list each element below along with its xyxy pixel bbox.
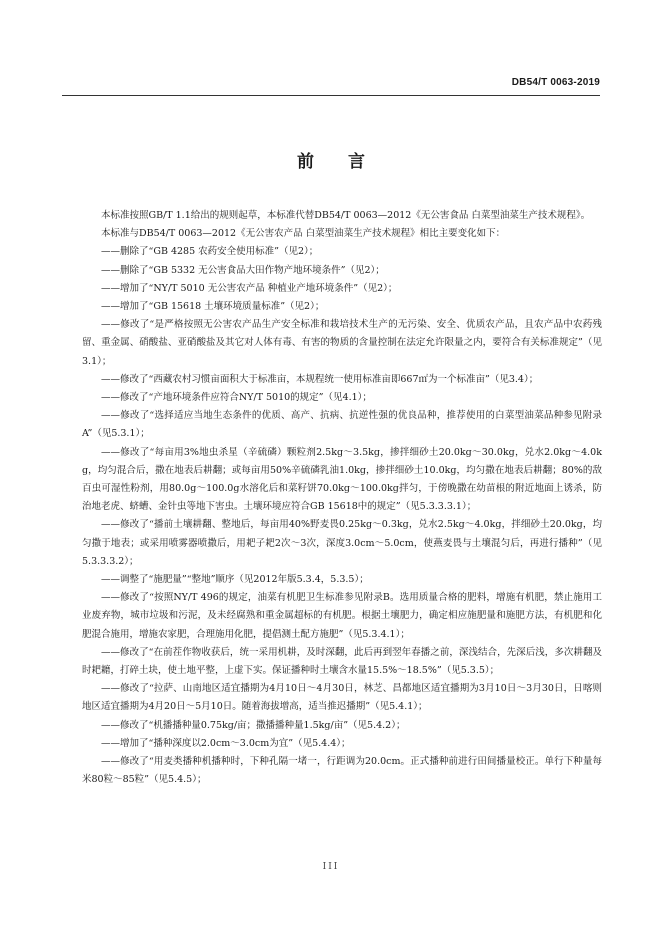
change-item: ——修改了“是严格按照无公害农产品生产安全标准和栽培技术生产的无污染、安全、优质农产品，且农产品中农药残留、重金属、硝酸盐、亚硝酸盐及其它对人体有毒、有害的物质的含量控制在法定允许限量之内，要符合有关标准规定”（见3.1）； bbox=[82, 319, 602, 367]
change-item: ——调整了“施肥量”“整地”顺序（见2012年版5.3.4，5.3.5）； bbox=[101, 574, 369, 586]
paragraph: 本标准与DB54/T 0063—2012《无公害农产品 白菜型油菜生产技术规程》相比主要变化如下： bbox=[101, 228, 506, 240]
change-item: ——修改了“西藏农村习惯亩面积大于标准亩，本规程统一使用标准亩即667㎡为一个标准亩”（见3.4）； bbox=[101, 373, 539, 385]
change-item: ——删除了“GB 4285 农药安全使用标准”（见2）； bbox=[101, 246, 319, 258]
change-item: ——修改了“机播播种量0.75kg/亩；撒播播种量1.5kg/亩”（见5.4.2）； bbox=[101, 719, 406, 731]
page-number: III bbox=[322, 862, 340, 872]
change-item: ——增加了“GB 15618 土壤环境质量标准”（见2）； bbox=[101, 301, 325, 313]
foreword-body bbox=[82, 207, 602, 790]
change-item: ——修改了“产地环境条件应符合NY/T 5010的规定”（见4.1）； bbox=[101, 392, 372, 404]
change-item: ——修改了“用麦类播种机播种时，下种孔隔一堵一，行距调为20.0cm。正式播种前进行田间播量校正。单行下种量每米80粒～85粒”（见5.4.5）； bbox=[82, 756, 602, 786]
paragraph: 本标准按照GB/T 1.1给出的规则起草，本标准代替DB54/T 0063—2012《无公害食品 白菜型油菜生产技术规程》。 bbox=[101, 210, 591, 221]
change-item: ——增加了“播种深度以2.0cm～3.0cm为宜”（见5.4.4）； bbox=[101, 737, 351, 749]
standard-code: DB54/T 0063-2019 bbox=[511, 77, 600, 88]
change-item: ——修改了“播前土壤耕翻、整地后，每亩用40%野麦畏0.25kg～0.3kg，兑水2.5kg～4.0kg，拌细砂土20.0kg，均匀撒于地表；或采用喷雾器喷撒后，用耙子耙2次～3次，深度3.0cm～5.0cm，使燕麦畏与土壤混匀后，再进行播种”（见5.3.3.3.2）； bbox=[82, 519, 602, 567]
change-item: ——修改了“按照NY/T 496的规定，油菜有机肥卫生标准参见附录B。选用质量合格的肥料，增施有机肥，禁止施用工业废弃物，城市垃圾和污泥，及未经腐熟和重金属超标的有机肥。根据土壤肥力，确定相应施肥量和施肥方法，有机肥和化肥混合施用，增施农家肥，合理施用化肥，提倡测土配方施肥”（见5.3.4.1）； bbox=[82, 592, 602, 640]
change-item: ——删除了“GB 5332 无公害食品大田作物产地环境条件”（见2）； bbox=[101, 264, 385, 276]
change-item: ——修改了“拉萨、山南地区适宜播期为4月10日～4月30日，林芝、昌都地区适宜播期为3月10日～3月30日，日喀则地区适宜播期为4月20日～5月10日。随着海拔增高，适当推迟播期”（见5.4.1）； bbox=[82, 683, 602, 713]
change-item: ——修改了“在前茬作物收获后，统一采用机耕，及时深翻，此后再到翌年春播之前，深浅结合，先深后浅，多次耕翻及时耙耱，打碎土块，使土地平整，上虚下实。保证播种时土壤含水量15.5%～18.5%”（见5.3.5）； bbox=[82, 646, 602, 677]
change-item: ——增加了“NY/T 5010 无公害农产品 种植业产地环境条件”（见2）； bbox=[101, 282, 398, 294]
header-divider bbox=[62, 95, 600, 96]
change-item: ——修改了“选择适应当地生态条件的优质、高产、抗病、抗逆性强的优良品种，推荐使用的白菜型油菜品种参见附录A”（见5.3.1）； bbox=[82, 410, 602, 440]
section-title: 前 言 bbox=[297, 152, 379, 172]
change-item: ——修改了“每亩用3%地虫杀星（辛硫磷）颗粒剂2.5kg～3.5kg，掺拌细砂土20.0kg～30.0kg，兑水2.0kg～4.0kg，均匀混合后，撒在地表后耕翻；或每亩用50%辛硫磷乳油1.0kg，掺拌细砂土10.0kg，均匀撒在地表后耕翻；80%的敌百虫可湿性粉剂，用80.0g～100.0g水溶化后和菜籽饼70.0kg～100.0kg拌匀，于傍晚撒在幼苗根的附近地面上诱杀，防治地老虎、蛴螬、金针虫等地下害虫。土壤环境应符合GB 15618中的规定”（见5.3.3.3.1）； bbox=[82, 446, 602, 513]
